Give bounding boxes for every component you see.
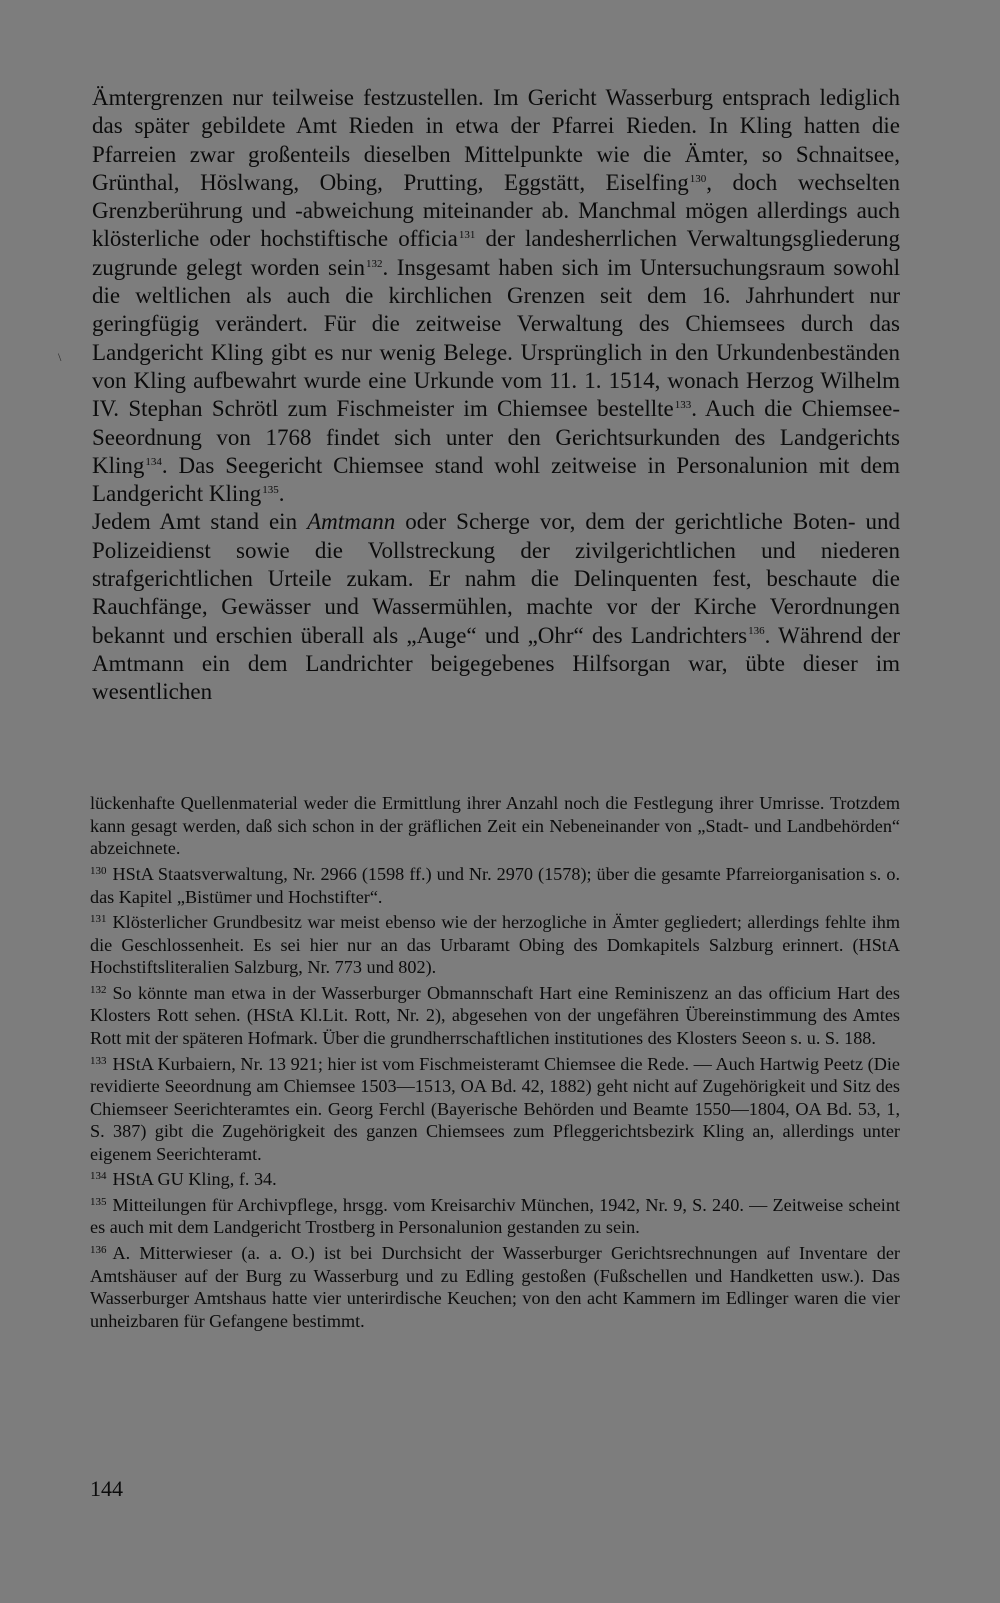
footnote-ref-134: 134 (145, 455, 162, 468)
footnote-text: HStA Staatsverwaltung, Nr. 2966 (1598 ff.) und Nr. 2970 (1578); über die gesamte Pfarreiorganisation s. o. das Kapitel „Bistümer und Hochstifter“. (90, 864, 900, 907)
footnote-136 (90, 1239, 900, 1332)
footnote-number: 131 (90, 913, 107, 926)
footnotes (90, 860, 900, 1332)
footnote-number: 130 (90, 865, 107, 877)
emphasis-amtmann: Amtmann (307, 509, 396, 535)
footnote-continuation (90, 792, 900, 860)
footnote-ref-130: 130 (689, 172, 707, 185)
footnote-ref-135: 135 (262, 483, 279, 496)
footnote-ref-133: 133 (674, 399, 692, 412)
footnote-131 (90, 908, 900, 979)
text-span: . Auch die Chiemsee-Seeordnung von 1768 findet sich unter den Gerichtsurkunden des Landgerichts Kling (92, 396, 900, 478)
text-span: , doch wechselten Grenzberührung und -abweichung miteinander ab. Manchmal mögen allerdings auch klösterliche oder hochstiftische officia (92, 169, 900, 252)
footnote-130 (90, 860, 900, 908)
footnote-ref-131: 131 (458, 229, 476, 242)
footnote-text: So könnte man etwa in der Wasserburger Obmannschaft Hart eine Reminiszenz an das officium Hart des Klosters Rott sehen. (HStA Kl.Lit. Rott, Nr. 2), abgesehen von der ungefähren Übereinstimmung des Amtes Rott mit der späteren Hofmark. Über die grundherrschaftlichen institutiones des Klosters Seeon s. u. S. 188. (90, 982, 900, 1048)
margin-mark: \ (58, 350, 62, 364)
text-span: der landesherrlichen Verwaltungsgliederung zugrunde gelegt worden sein (92, 226, 900, 280)
footnote-134 (90, 1165, 900, 1191)
footnote-ref-132: 132 (366, 257, 383, 270)
footnote-text: A. Mitterwieser (a. a. O.) ist bei Durchsicht der Wasserburger Gerichtsrechnungen auf Inventare der Amtshäuser auf der Burg zu Wasserburg und zu Edling gestoßen (Fußschellen und Handketten usw.). Das Wasserburger Amtshaus hatte vier unterirdische Keuchen; von den acht Kammern im Edlinger waren die vier unheizbaren für Gefangene bestimmt. (90, 1243, 900, 1331)
paragraph-1 (92, 84, 900, 508)
footnote-133 (90, 1050, 900, 1166)
page-number: 144 (90, 1476, 123, 1501)
footnote-132 (90, 979, 900, 1050)
paragraph-2 (92, 508, 900, 706)
text-span: . Insgesamt haben sich im Untersuchungsraum sowohl die weltlichen als auch die kirchlichen Grenzen seit dem 16. Jahrhundert nur geringfügig verändert. Für die zeitweise Verwaltung des Chiemsees durch das Landgericht Kling gibt es nur wenig Belege. Ursprünglich in den Urkundenbeständen von Kling aufbewahrt wurde eine Urkunde vom 11. 1. 1514, wonach Herzog Wilhelm IV. Stephan Schrötl zum Fischmeister im Chiemsee bestellte (92, 254, 900, 422)
text-span: . (278, 481, 285, 507)
footnote-number: 133 (90, 1054, 107, 1067)
text-span: . Das Seegericht Chiemsee stand wohl zeitweise in Personalunion mit dem Landgericht Kling (92, 452, 900, 507)
footnote-ref-136: 136 (748, 625, 765, 638)
text-span: Jedem Amt stand ein (92, 509, 308, 535)
footnote-text: HStA Kurbaiern, Nr. 13 921; hier ist vom Fischmeisteramt Chiemsee die Rede. — Auch Hartwig Peetz (Die revidierte Seeordnung am Chiemsee 1503—1513, OA Bd. 42, 1882) geht nicht auf Zugehörigkeit und Sitz des Chiemseer Seerichteramtes ein. Georg Ferchl (Bayerische Behörden und Beamte 1550—1804, OA Bd. 53, 1, S. 387) gibt die Zugehörigkeit des ganzen Chiemsees zum Pfleggerichtsbezirk Kling an, allerdings unter eigenem Seerichteramt. (90, 1053, 900, 1164)
text-span: Ämtergrenzen nur teilweise festzustellen. Im Gericht Wasserburg entsprach lediglich das später gebildete Amt Rieden in etwa der Pfarrei Rieden. In Kling hatten die Pfarreien zwar großenteils dieselben Mittelpunkte wie die Ämter, so Schnaitsee, Grünthal, Höslwang, Obing, Prutting, Eggstätt, Eiselfing (92, 85, 900, 195)
text-span: . Während der Amtmann ein dem Landrichter beigegebenes Hilfsorgan war, übte dieser im wesentlichen (92, 622, 900, 705)
footnote-text: Klösterlicher Grundbesitz war meist ebenso wie der herzogliche in Ämter gegliedert; allerdings fehlte ihm die Geschlossenheit. Es sei hier nur an das Urbaramt Obing des Domkapitels Salzburg erinnert. (HStA Hochstiftsliteralien Salzburg, Nr. 773 und 802). (90, 912, 900, 978)
main-text (92, 84, 900, 707)
footnote-number: 132 (90, 983, 107, 996)
footnote-text: HStA GU Kling, f. 34. (112, 1169, 277, 1190)
footnote-continuation-text: lückenhafte Quellenmaterial weder die Ermittlung ihrer Anzahl noch die Festlegung ihrer Umrisse. Trotzdem kann gesagt werden, daß sich schon in der gräflichen Zeit ein Nebeneinander von „Stadt- und Landbehörden“ abzeichnete. (90, 793, 900, 859)
footnote-number: 136 (90, 1244, 107, 1257)
footnote-135 (90, 1191, 900, 1239)
footnote-text: Mitteilungen für Archivpflege, hrsgg. vom Kreisarchiv München, 1942, Nr. 9, S. 240. — Zeitweise scheint es auch mit dem Landgericht Trostberg in Personalunion gestanden zu sein. (90, 1194, 900, 1238)
footnote-number: 134 (90, 1170, 107, 1183)
text-span: oder Scherge vor, dem der gerichtliche Boten- und Polizeidienst sowie die Vollstreckung der zivilgerichtlichen und niederen strafgerichtlichen Urteile zukam. Er nahm die Delinquenten fest, beschaute die Rauchfänge, Gewässer und Wassermühlen, machte vor der Kirche Verordnungen bekannt und erschien überall als „Auge“ und „Ohr“ des Landrichters (92, 509, 901, 648)
footnote-number: 135 (90, 1195, 107, 1208)
